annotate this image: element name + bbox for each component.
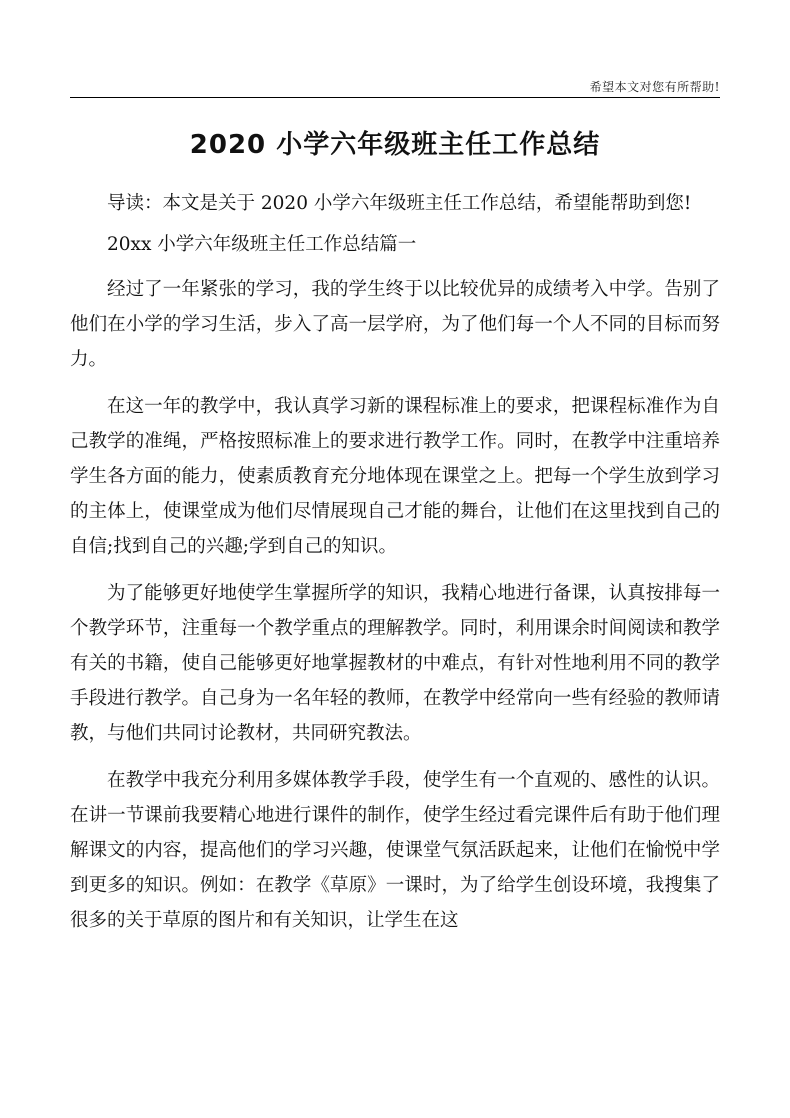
body-paragraph: 在教学中我充分利用多媒体教学手段，使学生有一个直观的、感性的认识。在讲一节课前我要精心地进行课件的制作，使学生经过看完课件后有助于他们理解课文的内容，提高他们的学习兴趣，使课堂气氛活跃起来，让他们在愉悦中学到更多的知识。例如：在教学《草原》一课时，为了给学生创设环境，我搜集了很多的关于草原的图片和有关知识，让学生在这 xyxy=(70,770,720,931)
body-paragraph: 在这一年的教学中，我认真学习新的课程标准上的要求，把课程标准作为自己教学的准绳，严格按照标准上的要求进行教学工作。同时，在教学中注重培养学生各方面的能力，使素质教育充分地体现在课堂之上。把每一个学生放到学习的主体上，使课堂成为他们尽情展现自己才能的舞台，让他们在这里找到自己的自信;找到自己的兴趣;学到自己的知识。 xyxy=(70,396,720,557)
body-paragraph: 经过了一年紧张的学习，我的学生终于以比较优异的成绩考入中学。告别了他们在小学的学习生活，步入了高一层学府，为了他们每一个人不同的目标而努力。 xyxy=(70,279,720,370)
document-title: 2020 小学六年级班主任工作总结 xyxy=(189,130,601,160)
body-paragraph: 为了能够更好地使学生掌握所学的知识，我精心地进行备课，认真按排每一个教学环节，注重每一个教学重点的理解教学。同时，利用课余时间阅读和教学有关的书籍，使自己能够更好地掌握教材的中难点，有针对性地利用不同的教学手段进行教学。自己身为一名年轻的教师，在教学中经常向一些有经验的教师请教，与他们共同讨论教材，共同研究教法。 xyxy=(70,583,720,744)
header-note: 希望本文对您有所帮助! xyxy=(589,80,720,94)
document-body xyxy=(70,186,720,950)
intro-paragraph: 导读：本文是关于 2020 小学六年级班主任工作总结，希望能帮助到您! xyxy=(107,193,692,214)
section-heading: 20xx 小学六年级班主任工作总结篇一 xyxy=(107,234,417,255)
header-divider xyxy=(70,97,720,98)
